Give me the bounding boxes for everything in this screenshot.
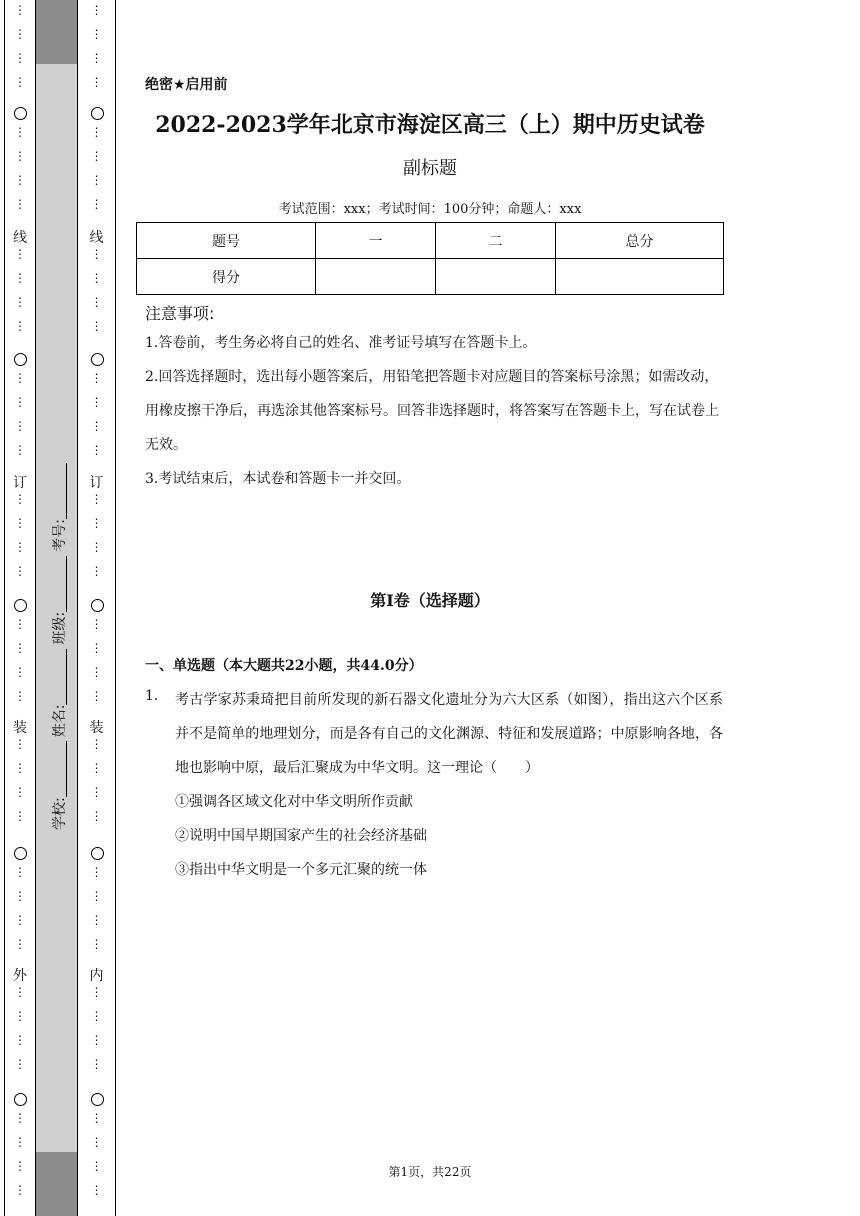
outer-binding-dots: ⋮ (14, 419, 26, 433)
inner-binding-label: 内 (89, 968, 104, 984)
page-title: 2022-2023学年北京市海淀区高三（上）期中历史试卷 (155, 112, 705, 138)
inner-binding-dots: ⋮ (90, 51, 103, 65)
question-option: ③指出中华文明是一个多元汇聚的统一体 (175, 862, 427, 878)
outer-binding-circle-mark (14, 847, 27, 860)
outer-binding-dots: ⋮ (14, 641, 26, 655)
inner-binding-dots: ⋮ (90, 564, 103, 578)
binding-line-inner (78, 0, 116, 1216)
binding-cap-top (36, 0, 77, 64)
inner-binding-dots: ⋮ (90, 1183, 103, 1197)
exam-number-field-line[interactable] (52, 463, 67, 519)
outer-binding-dots: ⋮ (14, 149, 26, 163)
outer-binding-dots: ⋮ (14, 665, 26, 679)
question-section-heading: 一、单选题（本大题共22小题，共44.0分） (145, 658, 423, 674)
class-field-label: 班级: (52, 611, 68, 645)
exam-number-field-label: 考号: (52, 519, 68, 552)
question-option: ②说明中国早期国家产生的社会经济基础 (175, 828, 427, 844)
question-text: 考古学家苏秉琦把目前所发现的新石器文化遗址分为六大区系（如图），指出这六个区系并不是简单的地理划分，而是各有自己的文化渊源、特征和发展道路；中原影响各地，各地也影响中原，最后汇聚成为中华文明。这一理论（ ） (175, 692, 723, 776)
outer-binding-dots: ⋮ (14, 51, 26, 65)
outer-binding-dots: ⋮ (14, 295, 26, 309)
inner-binding-dots: ⋮ (90, 785, 103, 799)
inner-binding-circle-mark (91, 1093, 104, 1106)
outer-binding-dots: ⋮ (14, 75, 26, 89)
inner-binding-dots: ⋮ (90, 27, 103, 41)
note-item: 3.考试结束后，本试卷和答题卡一并交回。 (145, 471, 411, 487)
inner-binding-dots: ⋮ (90, 319, 103, 333)
outer-binding-dots: ⋮ (14, 761, 26, 775)
outer-binding-dots: ⋮ (14, 371, 26, 385)
outer-binding-circle-mark (14, 1093, 27, 1106)
outer-binding-dots: ⋮ (14, 1183, 26, 1197)
exam-info: 考试范围：xxx；考试时间：100分钟；命题人：xxx (278, 202, 582, 217)
outer-binding-dots: ⋮ (14, 985, 26, 999)
outer-binding-dots: ⋮ (14, 3, 26, 17)
outer-binding-dots: ⋮ (14, 319, 26, 333)
outer-binding-dots: ⋮ (14, 27, 26, 41)
inner-binding-dots: ⋮ (90, 737, 103, 751)
inner-binding-dots: ⋮ (90, 371, 103, 385)
outer-binding-dots: ⋮ (14, 1135, 26, 1149)
outer-binding-circle-mark (14, 599, 27, 612)
score-table-row (137, 259, 724, 295)
inner-binding-dots: ⋮ (90, 125, 103, 139)
inner-binding-dots: ⋮ (90, 75, 103, 89)
inner-binding-dots: ⋮ (90, 419, 103, 433)
note-item: 2.回答选择题时，选出每小题答案后，用铅笔把答题卡对应题目的答案标号涂黑；如需改动，用橡皮擦干净后，再选涂其他答案标号。回答非选择题时，将答案写在答题卡上，写在试卷上无效。 (145, 369, 719, 453)
score-row-label: 得分 (137, 259, 316, 295)
outer-binding-dots: ⋮ (14, 913, 26, 927)
score-header-cell: 一 (316, 223, 436, 259)
outer-binding-dots: ⋮ (14, 865, 26, 879)
outer-binding-label: 线 (13, 230, 27, 246)
inner-binding-dots: ⋮ (90, 889, 103, 903)
inner-binding-label: 订 (89, 475, 104, 491)
outer-binding-dots: ⋮ (14, 1033, 26, 1047)
page-footer: 第1页，共22页 (388, 1165, 472, 1179)
inner-binding-dots: ⋮ (90, 761, 103, 775)
inner-binding-dots: ⋮ (90, 913, 103, 927)
question-number: 1. (145, 688, 159, 704)
outer-binding-dots: ⋮ (14, 564, 26, 578)
inner-binding-dots: ⋮ (90, 271, 103, 285)
inner-binding-dots: ⋮ (90, 197, 103, 211)
question-option: ①强调各区域文化对中华文明所作贡献 (175, 794, 413, 810)
inner-binding-circle-mark (91, 599, 104, 612)
inner-binding-dots: ⋮ (90, 443, 103, 457)
secret-label: 绝密★启用前 (145, 77, 228, 93)
inner-binding-dots: ⋮ (90, 516, 103, 530)
outer-binding-dots: ⋮ (14, 689, 26, 703)
student-info-fields (44, 380, 74, 830)
outer-binding-dots: ⋮ (14, 737, 26, 751)
outer-binding-dots: ⋮ (14, 1159, 26, 1173)
inner-binding-dots: ⋮ (90, 1009, 103, 1023)
binding-line-outer (4, 0, 36, 1216)
inner-binding-dots: ⋮ (90, 1033, 103, 1047)
inner-binding-dots: ⋮ (90, 937, 103, 951)
inner-binding-dots: ⋮ (90, 617, 103, 631)
inner-binding-dots: ⋮ (90, 1159, 103, 1173)
name-field-line[interactable] (52, 649, 67, 705)
inner-binding-label: 装 (89, 720, 104, 736)
score-header-cell: 题号 (137, 223, 316, 259)
outer-binding-dots: ⋮ (14, 785, 26, 799)
outer-binding-dots: ⋮ (14, 492, 26, 506)
inner-binding-dots: ⋮ (90, 540, 103, 554)
inner-binding-dots: ⋮ (90, 1111, 103, 1125)
outer-binding-label: 订 (13, 475, 27, 491)
inner-binding-dots: ⋮ (90, 149, 103, 163)
binding-cap-bottom (36, 1152, 77, 1216)
outer-binding-dots: ⋮ (14, 173, 26, 187)
score-header-cell: 总分 (556, 223, 724, 259)
score-table-header-row (137, 223, 724, 259)
page-subtitle: 副标题 (403, 158, 457, 179)
score-header-cell: 二 (436, 223, 556, 259)
inner-binding-dots: ⋮ (90, 173, 103, 187)
outer-binding-dots: ⋮ (14, 247, 26, 261)
score-table (136, 222, 724, 295)
inner-binding-dots: ⋮ (90, 3, 103, 17)
outer-binding-dots: ⋮ (14, 809, 26, 823)
outer-binding-dots: ⋮ (14, 443, 26, 457)
outer-binding-dots: ⋮ (14, 395, 26, 409)
outer-binding-dots: ⋮ (14, 271, 26, 285)
inner-binding-dots: ⋮ (90, 1135, 103, 1149)
inner-binding-dots: ⋮ (90, 247, 103, 261)
note-item: 1.答卷前，考生务必将自己的姓名、准考证号填写在答题卡上。 (145, 335, 537, 351)
outer-binding-dots: ⋮ (14, 1057, 26, 1071)
inner-binding-dots: ⋮ (90, 809, 103, 823)
school-field-line[interactable] (52, 741, 67, 797)
outer-binding-circle-mark (14, 107, 27, 120)
part-title: 第I卷（选择题） (370, 591, 490, 610)
outer-binding-dots: ⋮ (14, 540, 26, 554)
score-cell[interactable] (556, 259, 724, 295)
outer-binding-dots: ⋮ (14, 889, 26, 903)
outer-binding-dots: ⋮ (14, 1111, 26, 1125)
inner-binding-dots: ⋮ (90, 985, 103, 999)
inner-binding-dots: ⋮ (90, 689, 103, 703)
outer-binding-dots: ⋮ (14, 1009, 26, 1023)
outer-binding-circle-mark (14, 353, 27, 366)
class-field-line[interactable] (52, 556, 67, 612)
outer-binding-dots: ⋮ (14, 937, 26, 951)
school-field-label: 学校: (52, 797, 68, 830)
outer-binding-dots: ⋮ (14, 197, 26, 211)
inner-binding-circle-mark (91, 353, 104, 366)
inner-binding-dots: ⋮ (90, 395, 103, 409)
outer-binding-label: 外 (13, 968, 27, 984)
inner-binding-circle-mark (91, 107, 104, 120)
outer-binding-dots: ⋮ (14, 125, 26, 139)
inner-binding-dots: ⋮ (90, 295, 103, 309)
outer-binding-dots: ⋮ (14, 617, 26, 631)
notes-title: 注意事项: (145, 304, 215, 323)
inner-binding-dots: ⋮ (90, 641, 103, 655)
inner-binding-dots: ⋮ (90, 1057, 103, 1071)
name-field-label: 姓名: (52, 704, 68, 738)
inner-binding-dots: ⋮ (90, 492, 103, 506)
inner-binding-circle-mark (91, 847, 104, 860)
outer-binding-dots: ⋮ (14, 516, 26, 530)
score-cell[interactable] (316, 259, 436, 295)
inner-binding-label: 线 (89, 230, 104, 246)
score-cell[interactable] (436, 259, 556, 295)
outer-binding-label: 装 (13, 720, 27, 736)
inner-binding-dots: ⋮ (90, 865, 103, 879)
inner-binding-dots: ⋮ (90, 665, 103, 679)
